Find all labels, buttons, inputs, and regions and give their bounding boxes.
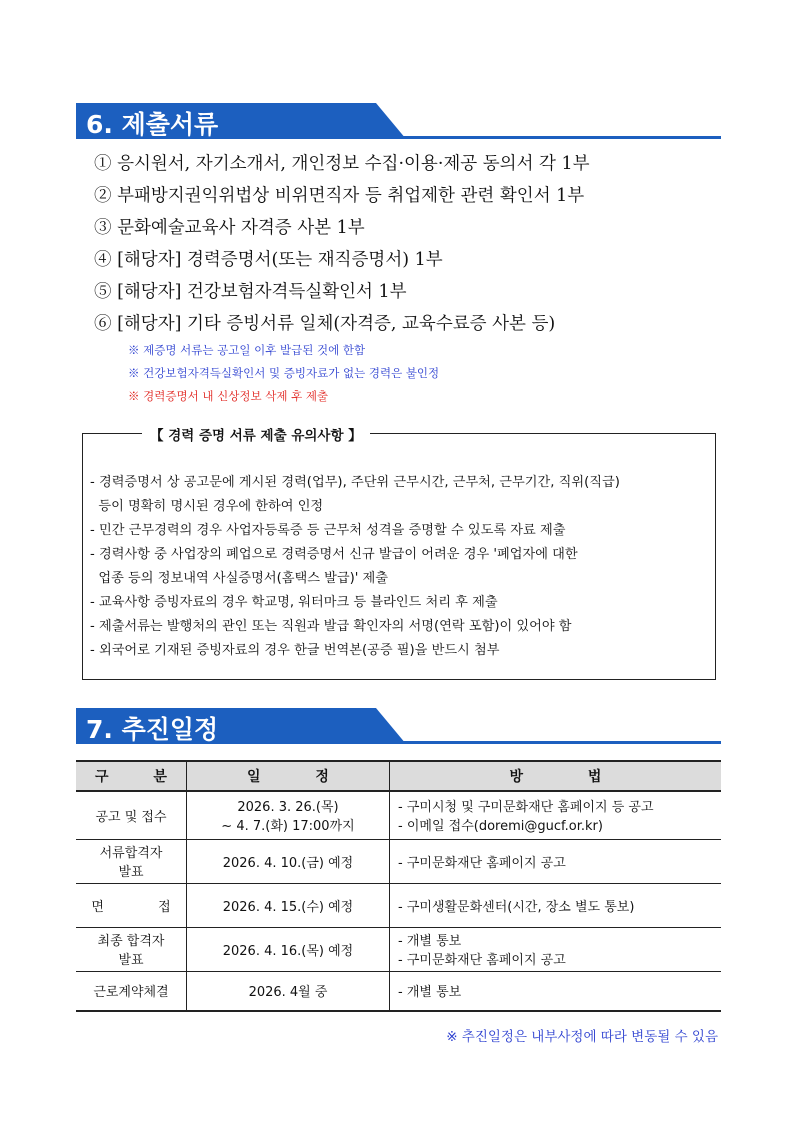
doc-item-2: ② 부패방지권익위법상 비위면직자 등 취업제한 관련 확인서 1부 <box>94 186 585 206</box>
row-schedule: 2026. 4. 15.(수) 예정 <box>187 883 390 927</box>
doc-item-6: ⑥ [해당자] 기타 증빙서류 일체(자격증, 교육수료증 사본 등) <box>94 314 556 334</box>
table-row <box>76 791 721 839</box>
row-category: 근로계약체결 <box>76 971 187 1011</box>
table-row <box>76 927 721 971</box>
header-schedule: 일 정 <box>187 761 390 791</box>
section-6-title: 6. 제출서류 <box>86 110 219 139</box>
table-row <box>76 883 721 927</box>
method-line: - 개별 통보 <box>398 934 462 949</box>
notice-line: 업종 등의 정보내역 사실증명서(홈택스 발급)' 제출 <box>90 571 389 586</box>
row-method: - 구미생활문화센터(시간, 장소 별도 통보) <box>390 883 722 927</box>
header-method: 방 법 <box>390 761 722 791</box>
section-7-title: 7. 추진일정 <box>86 715 219 744</box>
doc-note-2: ※ 건강보험자격득실확인서 및 증빙자료가 없는 경력은 불인정 <box>128 366 440 380</box>
notice-line: - 경력증명서 상 공고문에 게시된 경력(업무), 주단위 근무시간, 근무처, 근무기간, 직위(직급) <box>90 475 620 490</box>
row-method <box>390 927 722 971</box>
notice-box-title: 【 경력 증명 서류 제출 유의사항 】 <box>142 424 370 444</box>
notice-line: - 제출서류는 발행처의 관인 또는 직원과 발급 확인자의 서명(연락 포함)이 있어야 함 <box>90 619 572 634</box>
row-schedule: 2026. 4. 16.(목) 예정 <box>187 927 390 971</box>
schedule-line: 2026. 3. 26.(목) <box>237 800 339 816</box>
notice-line: - 외국어로 기재된 증빙자료의 경우 한글 번역본(공증 필)을 반드시 첨부 <box>90 643 500 658</box>
notice-line: - 민간 근무경력의 경우 사업자등록증 등 근무처 성격을 증명할 수 있도록 자료 제출 <box>90 523 566 538</box>
row-method <box>390 791 722 839</box>
row-category: 서류합격자 발표 <box>76 839 187 883</box>
row-category: 면 접 <box>76 883 187 927</box>
schedule-footnote: ※ 추진일정은 내부사정에 따라 변동될 수 있음 <box>446 1029 718 1045</box>
table-row <box>76 839 721 883</box>
schedule-line: ~ 4. 7.(화) 17:00까지 <box>221 819 355 835</box>
doc-note-3: ※ 경력증명서 내 신상정보 삭제 후 제출 <box>128 389 329 403</box>
header-category: 구 분 <box>76 761 187 791</box>
row-schedule <box>187 791 390 839</box>
row-method: - 구미문화재단 홈페이지 공고 <box>390 839 722 883</box>
method-line: - 구미문화재단 홈페이지 공고 <box>398 953 566 968</box>
row-schedule: 2026. 4. 10.(금) 예정 <box>187 839 390 883</box>
row-category: 최종 합격자 발표 <box>76 927 187 971</box>
notice-line: - 교육사항 증빙자료의 경우 학교명, 워터마크 등 블라인드 처리 후 제출 <box>90 595 498 610</box>
notice-line: 등이 명확히 명시된 경우에 한하여 인정 <box>90 499 324 514</box>
table-row <box>76 971 721 1011</box>
doc-item-3: ③ 문화예술교육사 자격증 사본 1부 <box>94 218 365 238</box>
notice-line: - 경력사항 중 사업장의 폐업으로 경력증명서 신규 발급이 어려운 경우 '폐업자에 대한 <box>90 547 578 562</box>
doc-item-4: ④ [해당자] 경력증명서(또는 재직증명서) 1부 <box>94 250 443 270</box>
method-line: - 이메일 접수(doremi@gucf.or.kr) <box>398 819 603 835</box>
row-method: - 개별 통보 <box>390 971 722 1011</box>
schedule-table <box>76 760 721 1012</box>
table-header-row <box>76 761 721 791</box>
doc-note-1: ※ 제증명 서류는 공고일 이후 발급된 것에 한함 <box>128 343 366 357</box>
doc-item-1: ① 응시원서, 자기소개서, 개인정보 수집·이용·제공 동의서 각 1부 <box>94 154 590 174</box>
row-category: 공고 및 접수 <box>76 791 187 839</box>
doc-item-5: ⑤ [해당자] 건강보험자격득실확인서 1부 <box>94 282 407 302</box>
method-line: - 구미시청 및 구미문화재단 홈페이지 등 공고 <box>398 800 654 816</box>
row-schedule: 2026. 4월 중 <box>187 971 390 1011</box>
